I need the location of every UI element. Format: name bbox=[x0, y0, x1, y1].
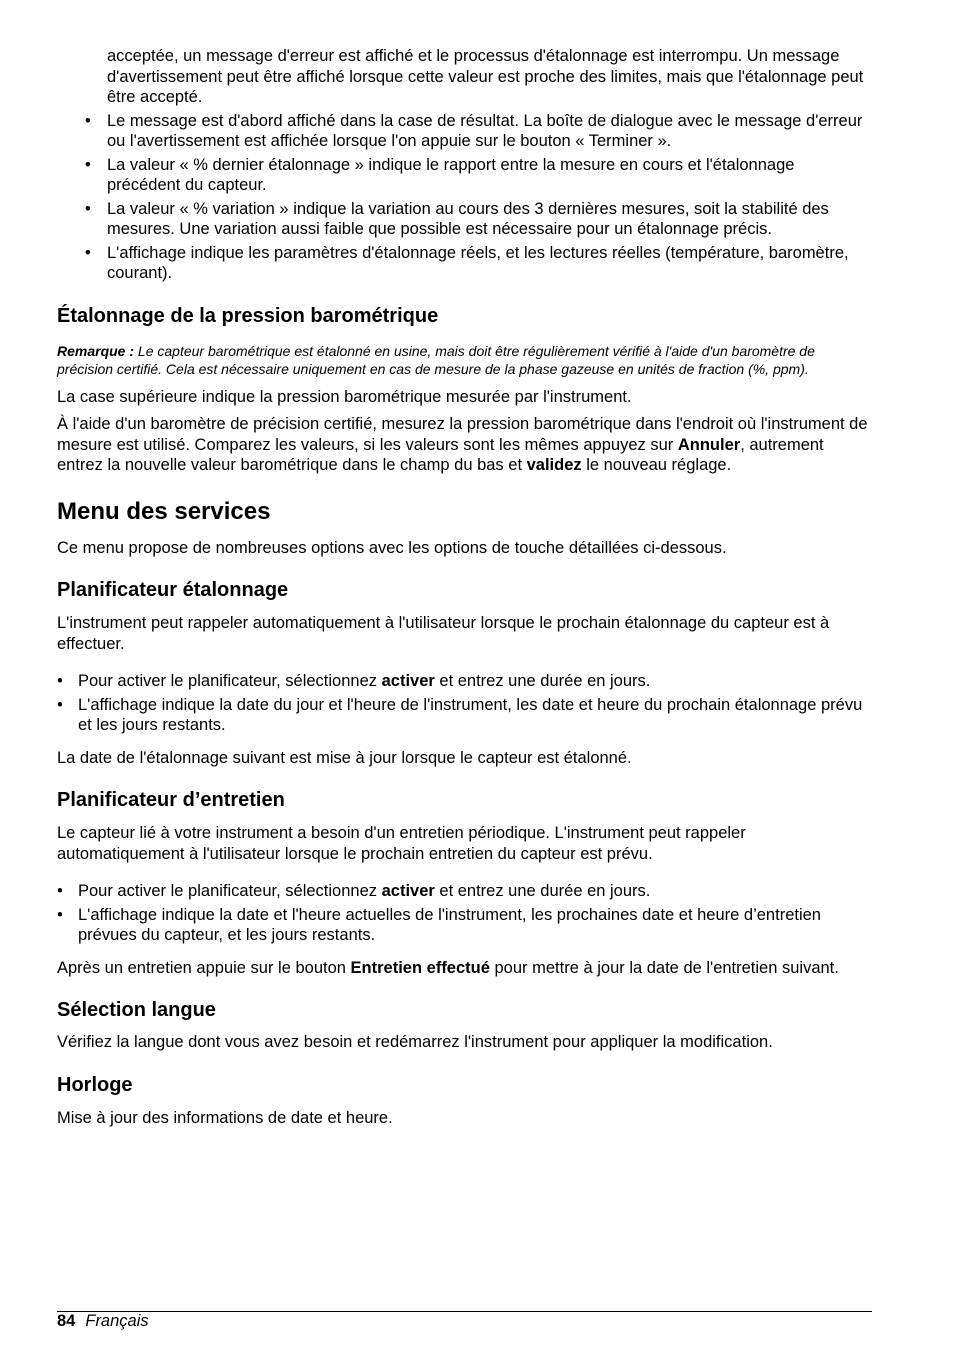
horloge-heading: Horloge bbox=[57, 1073, 133, 1096]
bullet-icon: • bbox=[57, 882, 63, 900]
langue-text: Vérifiez la langue dont vous avez besoin et redémarrez l'instrument pour appliquer la modification. bbox=[57, 1033, 773, 1051]
footer-divider bbox=[57, 1311, 872, 1312]
list-item: • L'affichage indique la date du jour et l'heure de l'instrument, les date et heure du prochain étalonnage prévu et les jours restants. bbox=[57, 695, 863, 734]
bullet-icon: • bbox=[85, 155, 91, 174]
plan-cal-bullet-list bbox=[57, 671, 872, 736]
baro-para-1: La case supérieure indique la pression barométrique mesurée par l'instrument. bbox=[57, 387, 632, 406]
bullet-icon: • bbox=[57, 695, 63, 714]
plan-ent-heading: Planificateur d’entretien bbox=[57, 789, 285, 811]
list-item: • La valeur « % variation » indique la variation au cours des 3 dernières mesures, soit la stabilité des mesures. Une variation aussi faible que possible est nécessaire pour un étalonnage précis. bbox=[85, 199, 829, 238]
page-footer bbox=[57, 1312, 149, 1331]
baro-note: Remarque : Le capteur barométrique est étalonné en usine, mais doit être régulièrement vérifié à l'aide d'un baromètre de précision certifié. Cela est nécessaire uniquement en cas de mesure de la phase gazeuse en unités de fraction (%, ppm). bbox=[57, 342, 815, 377]
intro-bullet-list bbox=[57, 111, 872, 284]
plan-cal-para-1: L'instrument peut rappeler automatiquement à l'utilisateur lorsque le prochain étalonnage du capteur est à effectuer. bbox=[57, 614, 830, 653]
bullet-icon: • bbox=[85, 111, 91, 130]
list-item: • La valeur « % dernier étalonnage » indique le rapport entre la mesure en cours et l'étalonnage précédent du capteur. bbox=[85, 155, 795, 194]
list-item: • Pour activer le planificateur, sélectionnez activer et entrez une durée en jours. bbox=[57, 672, 651, 690]
bullet-icon: • bbox=[85, 199, 91, 218]
services-heading: Menu des services bbox=[57, 497, 271, 525]
langue-heading: Sélection langue bbox=[57, 999, 216, 1021]
list-item: • L'affichage indique les paramètres d'étalonnage réels, et les lectures réelles (température, baromètre, courant). bbox=[85, 243, 849, 282]
bullet-icon: • bbox=[85, 243, 91, 262]
services-text: Ce menu propose de nombreuses options avec les options de touche détaillées ci-dessous. bbox=[57, 538, 727, 557]
horloge-text: Mise à jour des informations de date et heure. bbox=[57, 1108, 393, 1127]
plan-cal-para-2: La date de l'étalonnage suivant est mise à jour lorsque le capteur est étalonné. bbox=[57, 748, 632, 767]
baro-heading: Étalonnage de la pression barométrique bbox=[57, 304, 439, 327]
plan-cal-heading: Planificateur étalonnage bbox=[57, 579, 289, 601]
plan-ent-para-2: Après un entretien appuie sur le bouton Entretien effectué pour mettre à jour la date de l'entretien suivant. bbox=[57, 958, 839, 977]
list-item: • Le message est d'abord affiché dans la case de résultat. La boîte de dialogue avec le message d'erreur ou l'avertissement est affichée lorsque l'on appuie sur le bouton « Terminer ». bbox=[85, 111, 863, 150]
list-item: • Pour activer le planificateur, sélectionnez activer et entrez une durée en jours. bbox=[57, 882, 651, 900]
bullet-icon: • bbox=[57, 672, 63, 690]
bullet-icon: • bbox=[57, 905, 63, 924]
note-label: Remarque : bbox=[57, 342, 135, 359]
document-page bbox=[57, 0, 872, 1128]
baro-para-2: À l'aide d'un baromètre de précision certifié, mesurez la pression barométrique dans l'endroit où l'instrument de mesure est utilisé. Comparez les valeurs, si les valeurs sont les mêmes appuyez sur Annuler, autrement entrez la nouvelle valeur barométrique dans le champ du bas et validez le nouveau réglage. bbox=[57, 415, 868, 474]
footer-language: Français bbox=[85, 1312, 149, 1330]
list-item: • L'affichage indique la date et l'heure actuelles de l'instrument, les prochaines date et heure d’entretien prévues du capteur, et les jours restants. bbox=[57, 905, 821, 944]
plan-ent-para-1: Le capteur lié à votre instrument a besoin d'un entretien périodique. L'instrument peut rappeler automatiquement à l'utilisateur lorsque le prochain entretien du capteur est prévu. bbox=[57, 824, 746, 863]
plan-ent-bullet-list bbox=[57, 881, 872, 946]
page-number: 84 bbox=[57, 1312, 76, 1330]
intro-continuation: acceptée, un message d'erreur est affiché et le processus d'étalonnage est interrompu. Un message d'avertissement peut être affiché lorsque cette valeur est proche des limites, mais que l'étalonnage peut être accepté. bbox=[107, 47, 864, 106]
